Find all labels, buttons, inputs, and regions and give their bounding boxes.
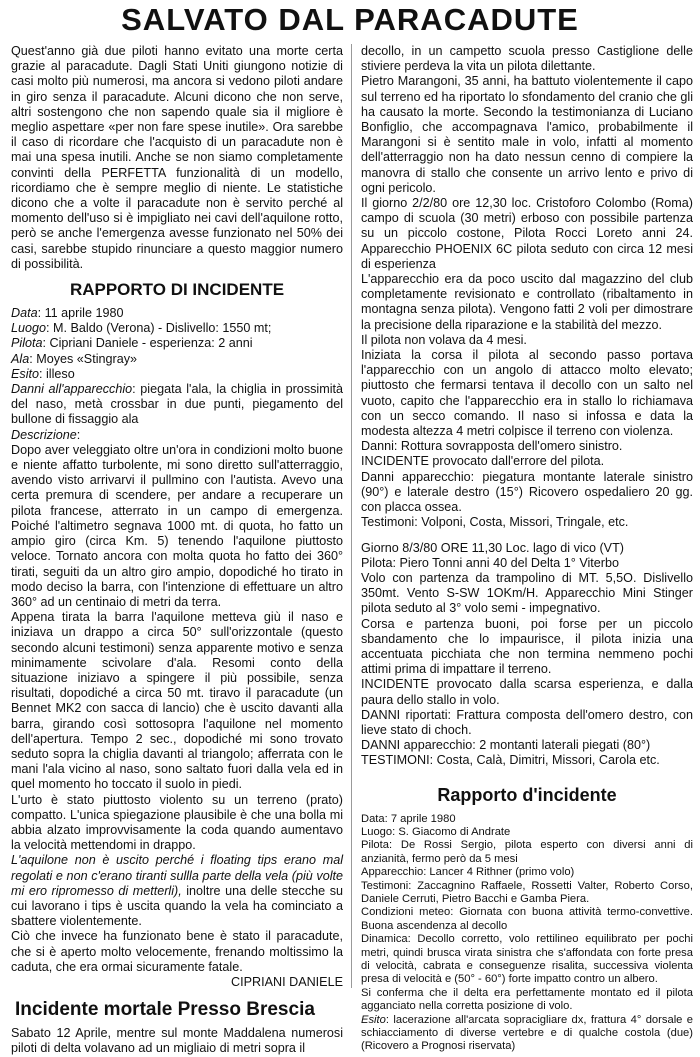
mortal-heading: Incidente mortale Presso Brescia bbox=[15, 999, 315, 1021]
left-column bbox=[11, 44, 343, 1057]
body-paragraph: Corsa e partenza buoni, poi forse per un piccolo sbandamento che lo impaurisce, il pilota inizia una accentuata picchiata che non termina nemmeno pochi attimi prima di impattare il terreno. bbox=[361, 616, 693, 677]
body-paragraph: Il giorno 2/2/80 ore 12,30 loc. Cristoforo Colombo (Roma) campo di scuola (30 metri) erboso con possibile partenza su un piccolo costone, Pilota Rocci Loreto anni 24. Apparecchio PHOENIX 6C pilota seduto con circa 12 mesi di esperienza bbox=[361, 196, 693, 271]
body-paragraph: TESTIMONI: Costa, Calà, Dimitri, Missori, Carola etc. bbox=[361, 753, 660, 768]
body-paragraph: Danni: Rottura sovrapposta dell'omero sinistro. bbox=[361, 439, 623, 454]
body-paragraph: Pilota: Piero Tonni anni 40 del Delta 1° Viterbo bbox=[361, 555, 620, 570]
report2-body bbox=[361, 813, 693, 1054]
body-paragraph: L'urto è stato piuttosto violento su un terreno (prato) compatto. L'unica spiegazione plausibile è che una bolla mi abbia alzato improvvisamente la coda quando aumentavo la velocità mettendomi in drappo. bbox=[11, 792, 343, 853]
body-paragraph: INCIDENTE provocato dalla scarsa esperienza, e dalla paura dello stallo in volo. bbox=[361, 677, 693, 707]
body-paragraph: Danni apparecchio: piegatura montante laterale sinistro (90°) e laterale destro (15°) Ricovero ospedaliero 20 gg. con placca ossea. bbox=[361, 469, 693, 515]
report2-line: Condizioni meteo: Giornata con buona attività termo-convettive. Buona ascendenza al decollo bbox=[361, 906, 693, 932]
report2-line: Testimoni: Zaccagnino Raffaele, Rossetti Valter, Roberto Corso, Daniele Cerruti, Pietro Bacchi e Gamba Piera. bbox=[361, 879, 693, 905]
body-paragraph: Pietro Marangoni, 35 anni, ha battuto violentemente il capo sul terreno ed ha riportato lo sfondamento del cranio che gli ha causato la morte. Secondo la testimonianza di Luciano Bonfiglio, che accompagnava l'amico, probabilmente il Marangoni si è sentito male in volo, infatti al momento dell'atterraggio non ha dato nessun cenno di compiere la manovra di stallo che consente un arrivo lento e privo di ogni pericolo. bbox=[361, 74, 693, 195]
body-paragraph: Testimoni: Volponi, Costa, Missori, Tringale, etc. bbox=[361, 515, 629, 530]
mortal-paragraph: Sabato 12 Aprile, mentre sul monte Maddalena numerosi piloti di delta volavano ad un migliaio di metri sopra il bbox=[11, 1026, 343, 1056]
body-paragraph: INCIDENTE provocato dall'errore del pilota. bbox=[361, 454, 605, 469]
intro-paragraph: Quest'anno già due piloti hanno evitato una morte certa grazie al paracadute. Dagli Stati Uniti giungono notizie di casi molto più numerosi, ma ancora si vedono piloti andare in giro senza il paracadute. Alcuni dicono che non serve, altri sostengono che non sapendo quale sia il migliore è meglio aspettare «per non fare spese inutile». Ora sarebbe il caso di ricordare che l'acquisto di un paracadute non è mai una spesa inutili. Anche se non siamo completamente convinti della PERFETTA funzionalità di un modello, ricordiamo che è sempre meglio di niente. Le statistiche dicono che a volte il paracadute non è servito perché al momento dell'uso si è impigliato nei cavi dell'aquilone rotto, però se anche l'emergenza avesse funzionato nel 50% dei casi, sarebbe stupido rinunciare a questo maggior numero di possibilità. bbox=[11, 44, 343, 271]
report-danni: Danni all'apparecchio: piegata l'ala, la chiglia in prossimità del naso, metà crossbar in due punti, piegamento del bullone di fissaggio ala bbox=[11, 382, 343, 427]
report2-line: Luogo: S. Giacomo di Andrate bbox=[361, 825, 511, 838]
body-paragraph: L'apparecchio era da poco uscito dal magazzino del club completamente revisionato e controllato (ribaltamento in montagna senza pilota). Vengono fatti 2 voli per dimostrare la precisione della riparazione e la stabilità del mezzo. bbox=[361, 272, 693, 332]
report2-line: Dinamica: Decollo corretto, volo rettilineo equilibrato per pochi metri, quindi brusca virata sinistra che s'affondata con forte presa di velocità, cabrata e conseguenze risalita, successiva violenta presa di velocità e (50° - 60°) forte impatto contro un albero. bbox=[361, 933, 693, 986]
report-descrizione-label: Descrizione: bbox=[11, 427, 81, 442]
report-data: Data: 11 aprile 1980 bbox=[11, 306, 124, 321]
right-column bbox=[361, 44, 693, 1054]
body-paragraph: Iniziata la corsa il pilota al secondo passo portava l'apparecchio con un angolo di attacco molto elevato; piuttosto che fermarsi tentava il decollo con un salto nel vuoto, capito che l'apparecchio era in stallo lo richiamava con un secco comando. Il naso si infossa e data la modesta altezza 4 metri colpisce il terreno con violenza. bbox=[361, 348, 693, 439]
body-paragraph: Ciò che invece ha funzionato bene è stato il paracadute, che si è aperto molto velocemente, frenando moltissimo la caduta, che era ormai sicuramente fatale. bbox=[11, 929, 343, 974]
body-paragraph: Il pilota non volava da 4 mesi. bbox=[361, 332, 527, 347]
report-esito: Esito: illeso bbox=[11, 366, 75, 381]
report2-line: Apparecchio: Lancer 4 Rithner (primo volo) bbox=[361, 866, 575, 879]
body-paragraph: Volo con partenza da trampolino di MT. 5,5O. Dislivello 350mt. Vento S-SW 1OKm/H. Apparecchio Mini Stinger pilota seduto al 3° volo semi - impegnativo. bbox=[361, 570, 693, 616]
signature: CIPRIANI DANIELE bbox=[231, 974, 343, 989]
body-paragraph: Appena tirata la barra l'aquilone metteva giù il naso e iniziava un drappo a circa 50° sull'orizzontale (questo secondo alcuni testimoni) senza apparente motivo e senza minimamente scivolare d'ala. Resomi conto della situazione iniziavo a spingere il più possibile, senza risultati, dopodiché a circa 50 mt. tiravo il paracadute (un Bennet MK2 con sacca di lancio) che è uscito davanti alla barra, girando così sottosopra l'aquilone nel momento dell'apertura. Tempo 2 sec., dopodiché mi sono trovato seduto sopra la chiglia davanti al triangolo; afferrata con le mani l'ala vicino al naso, sono saltato fuori dalla vela ed in quel momento ho toccato il suolo in piedi. bbox=[11, 610, 343, 792]
page-title: SALVATO DAL PARACADUTE bbox=[121, 2, 579, 37]
report-ala: Ala: Moyes «Stingray» bbox=[11, 351, 138, 366]
body-paragraph: DANNI apparecchio: 2 montanti laterali piegati (80°) bbox=[361, 738, 651, 753]
report2-heading: Rapporto d'incidente bbox=[437, 784, 617, 805]
report2-line: Esito: lacerazione all'arcata sopracigliare dx, frattura 4° dorsale e schiacciamento di diverse vertebre e di qualche costola (due) (Ricovero a Prognosi riservata) bbox=[361, 1013, 693, 1053]
column-divider bbox=[351, 44, 352, 988]
body-paragraph: DANNI riportati: Frattura composta dell'omero destro, con lieve stato di choch. bbox=[361, 707, 693, 737]
body-paragraph: Dopo aver veleggiato oltre un'ora in condizioni molto buone e niente affatto turbolente, mi sono diretto sull'atterraggio, avendo visto arrivarvi il pullmino con l'autista. Avevo una certa premura di scendere, per andare a recuperare un pilota francese, atterrato in un campo di emergenza. Poiché l'altimetro segnava 1000 mt. di quota, ho fatto un ampio giro (circa Km. 5) tenendo l'aquilone piuttosto veloce. Tornato ancora con molta quota ho fatto dei 360° tirati, seguiti da un altro giro ampio, dopodiché ho tirato in modo deciso la barra, con l'intenzione di effettuare un altro 360° ad un centinaio di metri da terra. bbox=[11, 442, 343, 609]
report-heading: RAPPORTO DI INCIDENTE bbox=[69, 280, 285, 300]
report-pilota: Pilota: Cipriani Daniele - esperienza: 2 anni bbox=[11, 336, 253, 351]
report-luogo: Luogo: M. Baldo (Verona) - Dislivello: 1550 mt; bbox=[11, 321, 272, 336]
body-paragraph: Giorno 8/3/80 ORE 11,30 Loc. lago di vico (VT) bbox=[361, 540, 624, 555]
report2-line: Data: 7 aprile 1980 bbox=[361, 812, 456, 825]
body-paragraph: L'aquilone non è uscito perché i floating tips erano mal regolati e non c'erano tiranti sullla parte della vela (più volte mi ero ripromesso di metterli), inoltre una delle stecche su cui lavorano i tips è uscita quando la vela ha cominciato a sbattere violentemente. bbox=[11, 853, 343, 929]
report2-line: Pilota: De Rossi Sergio, pilota esperto con diversi anni di anzianità, fermo però da 5 mesi bbox=[361, 839, 693, 865]
body-paragraph: decollo, in un campetto scuola presso Castiglione delle stiviere perdeva la vita un pilota dilettante. bbox=[361, 44, 693, 74]
report2-line: Si conferma che il delta era perfettamente montato ed il pilota agganciato nella corretta posizione di volo. bbox=[361, 986, 693, 1013]
